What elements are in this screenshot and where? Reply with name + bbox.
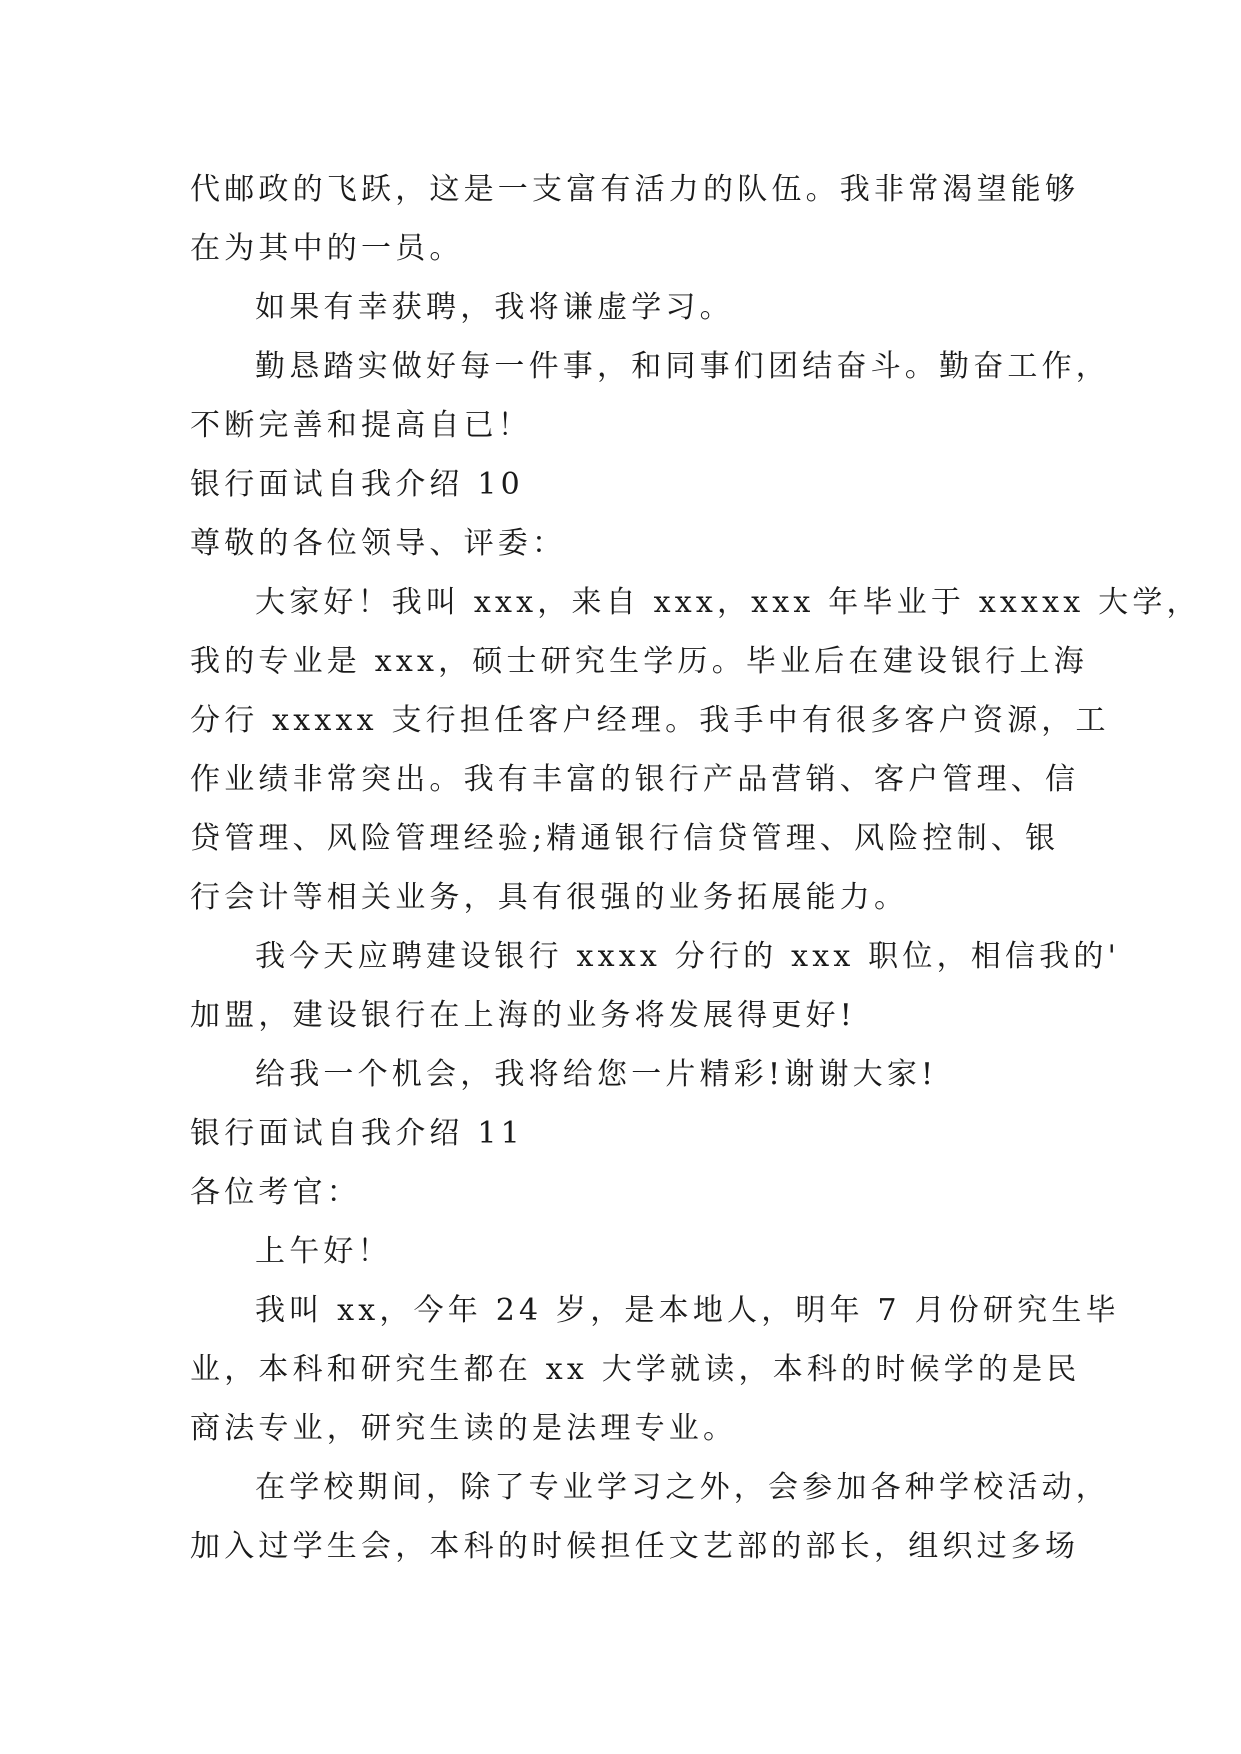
text-line: 商法专业，研究生读的是法理专业。 [190,1411,738,1446]
document-body [190,160,1201,1576]
text-line: 业，本科和研究生都在 xx 大学就读，本科的时候学的是民 [190,1352,1081,1387]
text-line: 给我一个机会，我将给您一片精彩!谢谢大家! [255,1057,938,1092]
text-line: 代邮政的飞跃，这是一支富有活力的队伍。我非常渴望能够 [190,172,1080,207]
text-line: 行会计等相关业务，具有很强的业务拓展能力。 [190,880,909,915]
text-line: 我叫 xx，今年 24 岁，是本地人，明年 7 月份研究生毕 [255,1293,1120,1328]
text-line: 勤恳踏实做好每一件事，和同事们团结奋斗。勤奋工作， [255,349,1110,384]
text-line: 如果有幸获聘，我将谦虚学习。 [255,290,734,325]
text-line: 在学校期间，除了专业学习之外，会参加各种学校活动， [255,1470,1110,1505]
text-line: 作业绩非常突出。我有丰富的银行产品营销、客户管理、信 [190,762,1080,797]
section-heading: 银行面试自我介绍 11 [190,1116,524,1151]
text-line: 不断完善和提高自已！ [190,408,532,443]
text-line: 大家好！我叫 xxx，来自 xxx，xxx 年毕业于 xxxxx 大学， [255,585,1201,620]
text-line: 贷管理、风险管理经验;精通银行信贷管理、风险控制、银 [190,821,1060,856]
text-line: 分行 xxxxx 支行担任客户经理。我手中有很多客户资源，工 [190,703,1110,738]
text-line: 在为其中的一员。 [190,231,464,266]
text-line: 我今天应聘建设银行 xxxx 分行的 xxx 职位，相信我的' [255,939,1121,974]
section-heading: 银行面试自我介绍 10 [190,467,524,502]
text-line: 我的专业是 xxx，硕士研究生学历。毕业后在建设银行上海 [190,644,1088,679]
text-line: 加入过学生会，本科的时候担任文艺部的部长，组织过多场 [190,1529,1080,1564]
text-line: 上午好！ [255,1234,392,1269]
text-line: 加盟，建设银行在上海的业务将发展得更好! [190,998,857,1033]
salutation: 各位考官： [190,1175,361,1210]
salutation: 尊敬的各位领导、评委： [190,526,567,561]
